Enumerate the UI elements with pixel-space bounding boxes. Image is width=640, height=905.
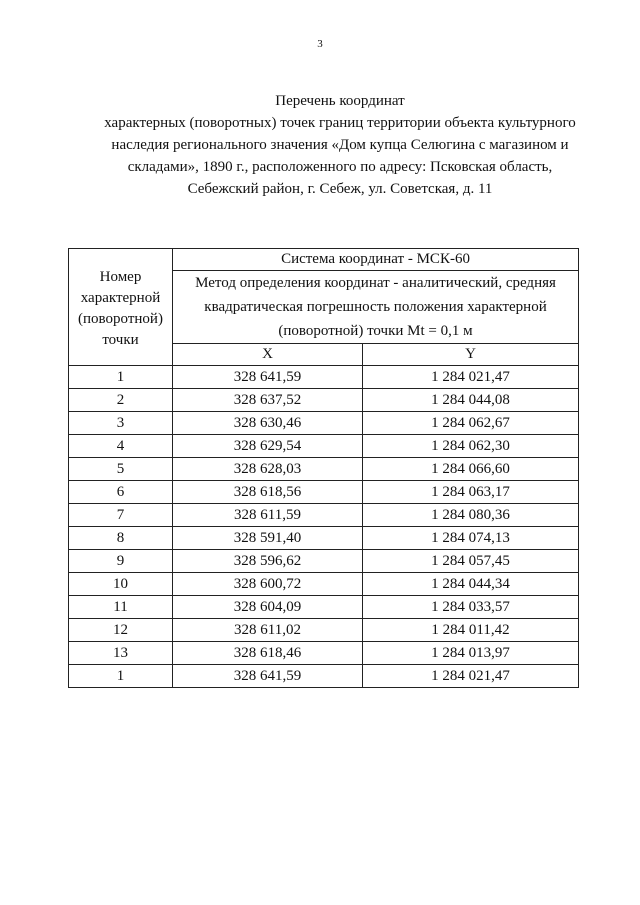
x-cell: 328 641,59 bbox=[173, 665, 363, 688]
x-cell: 328 618,56 bbox=[173, 481, 363, 504]
header-line: (поворотной) bbox=[78, 311, 163, 327]
y-cell: 1 284 063,17 bbox=[363, 481, 579, 504]
method-line: квадратическая погрешность положения характерной bbox=[204, 299, 547, 315]
x-cell: 328 628,03 bbox=[173, 458, 363, 481]
point-number-cell: 2 bbox=[69, 389, 173, 412]
table-row bbox=[69, 412, 579, 435]
title-line: Себежский район, г. Себеж, ул. Советская, д. 11 bbox=[187, 181, 493, 197]
point-number-cell: 7 bbox=[69, 504, 173, 527]
x-cell: 328 630,46 bbox=[173, 412, 363, 435]
point-number-cell: 9 bbox=[69, 550, 173, 573]
table-row bbox=[69, 550, 579, 573]
y-cell: 1 284 044,08 bbox=[363, 389, 579, 412]
y-cell: 1 284 013,97 bbox=[363, 642, 579, 665]
x-cell: 328 600,72 bbox=[173, 573, 363, 596]
point-number-cell: 1 bbox=[69, 665, 173, 688]
table-row bbox=[69, 642, 579, 665]
table-row bbox=[69, 665, 579, 688]
x-cell: 328 611,59 bbox=[173, 504, 363, 527]
point-number-cell: 8 bbox=[69, 527, 173, 550]
y-column-header: Y bbox=[363, 344, 579, 366]
method-header bbox=[173, 271, 579, 344]
point-number-cell: 1 bbox=[69, 366, 173, 389]
title-line: характерных (поворотных) точек границ территории объекта культурного bbox=[104, 115, 576, 131]
y-cell: 1 284 033,57 bbox=[363, 596, 579, 619]
table-row bbox=[69, 435, 579, 458]
point-number-cell: 11 bbox=[69, 596, 173, 619]
table-row bbox=[69, 504, 579, 527]
y-cell: 1 284 062,30 bbox=[363, 435, 579, 458]
y-cell: 1 284 066,60 bbox=[363, 458, 579, 481]
title-line: наследия регионального значения «Дом купца Селюгина с магазином и bbox=[111, 137, 569, 153]
x-cell: 328 641,59 bbox=[173, 366, 363, 389]
header-line: точки bbox=[102, 332, 139, 348]
page-number: 3 bbox=[317, 38, 323, 50]
point-number-cell: 3 bbox=[69, 412, 173, 435]
table-row bbox=[69, 389, 579, 412]
x-cell: 328 637,52 bbox=[173, 389, 363, 412]
x-cell: 328 596,62 bbox=[173, 550, 363, 573]
x-cell: 328 618,46 bbox=[173, 642, 363, 665]
point-number-cell: 6 bbox=[69, 481, 173, 504]
table-row bbox=[69, 481, 579, 504]
y-cell: 1 284 011,42 bbox=[363, 619, 579, 642]
table-row bbox=[69, 366, 579, 389]
title-line: Перечень координат bbox=[275, 93, 405, 109]
table-row bbox=[69, 573, 579, 596]
x-cell: 328 629,54 bbox=[173, 435, 363, 458]
point-number-cell: 5 bbox=[69, 458, 173, 481]
y-cell: 1 284 080,36 bbox=[363, 504, 579, 527]
method-line: Метод определения координат - аналитический, средняя bbox=[195, 275, 556, 291]
table-row bbox=[69, 458, 579, 481]
point-number-cell: 12 bbox=[69, 619, 173, 642]
coordinate-system-header: Система координат - МСК-60 bbox=[173, 249, 579, 271]
header-line: характерной bbox=[80, 290, 161, 306]
coordinates-table bbox=[68, 248, 579, 688]
y-cell: 1 284 057,45 bbox=[363, 550, 579, 573]
method-line: (поворотной) точки Mt = 0,1 м bbox=[278, 323, 473, 339]
point-number-cell: 13 bbox=[69, 642, 173, 665]
document-title bbox=[40, 90, 640, 200]
x-cell: 328 604,09 bbox=[173, 596, 363, 619]
x-cell: 328 591,40 bbox=[173, 527, 363, 550]
y-cell: 1 284 021,47 bbox=[363, 665, 579, 688]
title-line: складами», 1890 г., расположенного по адресу: Псковская область, bbox=[127, 159, 553, 175]
table-row bbox=[69, 619, 579, 642]
table-row bbox=[69, 527, 579, 550]
y-cell: 1 284 021,47 bbox=[363, 366, 579, 389]
point-number-cell: 10 bbox=[69, 573, 173, 596]
point-number-cell: 4 bbox=[69, 435, 173, 458]
y-cell: 1 284 062,67 bbox=[363, 412, 579, 435]
header-line: Номер bbox=[99, 269, 142, 285]
y-cell: 1 284 044,34 bbox=[363, 573, 579, 596]
y-cell: 1 284 074,13 bbox=[363, 527, 579, 550]
x-column-header: X bbox=[173, 344, 363, 366]
point-number-header bbox=[69, 249, 173, 366]
table-row bbox=[69, 596, 579, 619]
x-cell: 328 611,02 bbox=[173, 619, 363, 642]
